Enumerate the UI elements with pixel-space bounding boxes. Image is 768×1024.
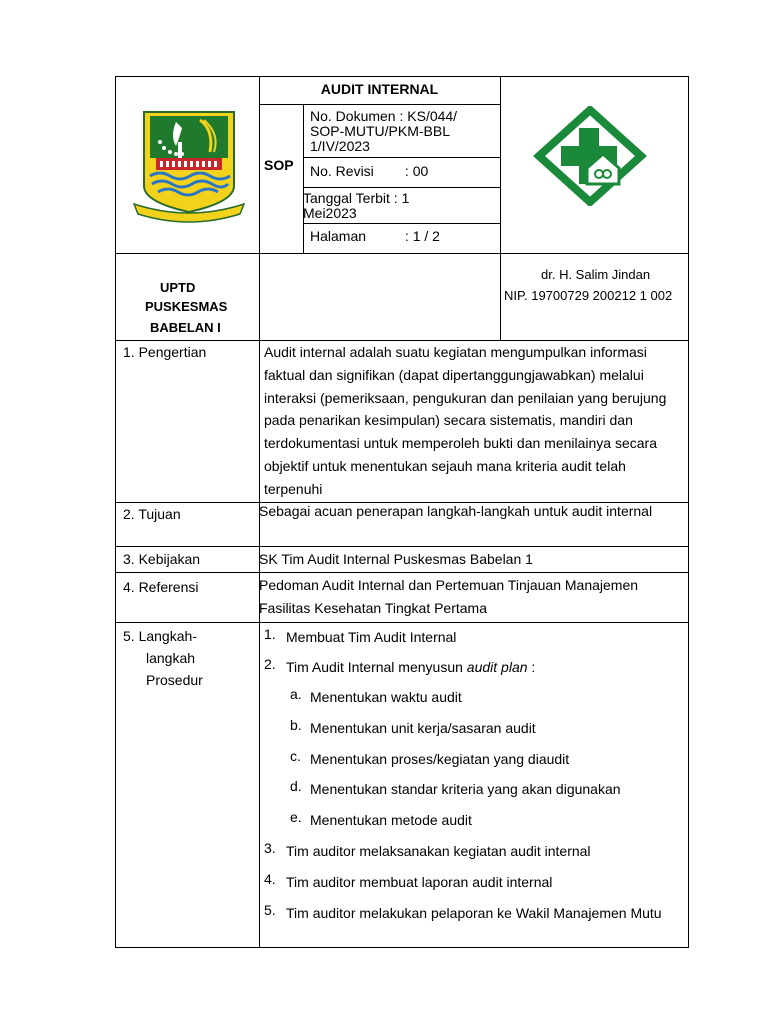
signatory-name: dr. H. Salim Jindan: [541, 267, 651, 282]
puskesmas-logo: [531, 106, 649, 206]
step-text-main: Tim Audit Internal menyusun: [286, 659, 467, 675]
signatory-nip: NIP. 19700729 200212 1 002: [504, 288, 673, 303]
divider: [303, 104, 304, 253]
section-label-langkah-line2: langkah: [146, 650, 196, 666]
procedure-substep: [290, 717, 670, 739]
divider: [115, 253, 689, 254]
divider: [500, 76, 501, 340]
section-label-langkah: [123, 625, 203, 691]
substep-text: Menentukan standar kriteria yang akan digunakan: [310, 781, 621, 797]
substep-letter: b.: [290, 717, 302, 733]
revision-number: No. Revisi : 00: [310, 163, 429, 179]
procedure-step: [264, 871, 684, 893]
divider: [115, 572, 689, 573]
section-text-kebijakan: SK Tim Audit Internal Puskesmas Babelan 1: [259, 551, 533, 567]
substep-text: Menentukan metode audit: [310, 812, 472, 828]
page-number: Halaman : 1 / 2: [310, 228, 440, 244]
procedure-substep: [290, 809, 670, 831]
divider: [115, 622, 689, 623]
divider: [115, 546, 689, 547]
procedure-substep: [290, 778, 670, 800]
substep-letter: d.: [290, 778, 302, 794]
step-text-emphasis: audit plan: [466, 659, 528, 675]
doc-number: No. Dokumen : KS/044/ SOP-MUTU/PKM-BBL 1/IV/2023: [310, 108, 458, 154]
step-text: [286, 656, 666, 678]
divider: [303, 157, 500, 158]
sop-label: SOP: [264, 157, 294, 173]
section-text-referensi: Pedoman Audit Internal dan Pertemuan Tinjauan Manajemen Fasilitas Kesehatan Tingkat Pertama: [259, 577, 639, 616]
section-label-kebijakan: 3. Kebijakan: [123, 551, 201, 567]
substep-text: Menentukan proses/kegiatan yang diaudit: [310, 751, 570, 767]
step-text: Tim auditor melakukan pelaporan ke Wakil Manajemen Mutu: [286, 905, 662, 921]
step-number: 1.: [264, 626, 276, 642]
procedure-substep: [290, 748, 670, 770]
substep-text: Menentukan unit kerja/sasaran audit: [310, 720, 536, 736]
step-number: 5.: [264, 902, 276, 918]
section-label-pengertian: 1. Pengertian: [123, 344, 207, 360]
document-title: AUDIT INTERNAL: [320, 81, 439, 97]
procedure-step: [264, 626, 684, 648]
institution-line-2: PUSKESMAS: [145, 299, 228, 314]
section-label-tujuan: 2. Tujuan: [123, 506, 181, 522]
step-text: Tim auditor membuat laporan audit internal: [286, 874, 553, 890]
regional-logo: [130, 106, 248, 226]
section-text-pengertian: Audit internal adalah suatu kegiatan mengumpulkan informasi faktual dan signifikan (dapat dipertanggungjawabkan) melalui interaksi (pemeriksaan, pengukuran dan penilaian yang berujung pada penarikan kesimpulan) secara sistematis, mandiri dan terdokumentasi untuk memperoleh bukti dan menilainya secara objektif untuk menentukan sejauh mana kriteria audit telah terpenuhi: [264, 344, 667, 497]
section-label-langkah-line3: Prosedur: [146, 672, 203, 688]
procedure-step: [264, 902, 684, 946]
institution-line-3: BABELAN I: [150, 320, 221, 335]
divider: [259, 104, 500, 105]
step-number: 4.: [264, 871, 276, 887]
step-text: Tim auditor melaksanakan kegiatan audit internal: [286, 843, 591, 859]
step-text: Membuat Tim Audit Internal: [286, 629, 457, 645]
divider: [303, 187, 500, 188]
procedure-substep: [290, 686, 670, 708]
institution-line-1: UPTD: [160, 280, 196, 295]
procedure-step: [264, 656, 684, 678]
divider: [303, 223, 500, 224]
step-number: 3.: [264, 840, 276, 856]
substep-letter: a.: [290, 686, 302, 702]
section-label-referensi: 4. Referensi: [123, 579, 199, 595]
substep-letter: e.: [290, 809, 302, 825]
substep-letter: c.: [290, 748, 301, 764]
section-text-tujuan: Sebagai acuan penerapan langkah-langkah untuk audit internal: [259, 503, 653, 519]
step-text-suffix: :: [527, 659, 536, 675]
step-number: 2.: [264, 656, 276, 672]
substep-text: Menentukan waktu audit: [310, 689, 462, 705]
issue-date: Tanggal Terbit : 1 Mei2023: [303, 190, 410, 221]
procedure-step: [264, 840, 684, 862]
section-label-langkah-line1: 5. Langkah-: [123, 628, 197, 644]
